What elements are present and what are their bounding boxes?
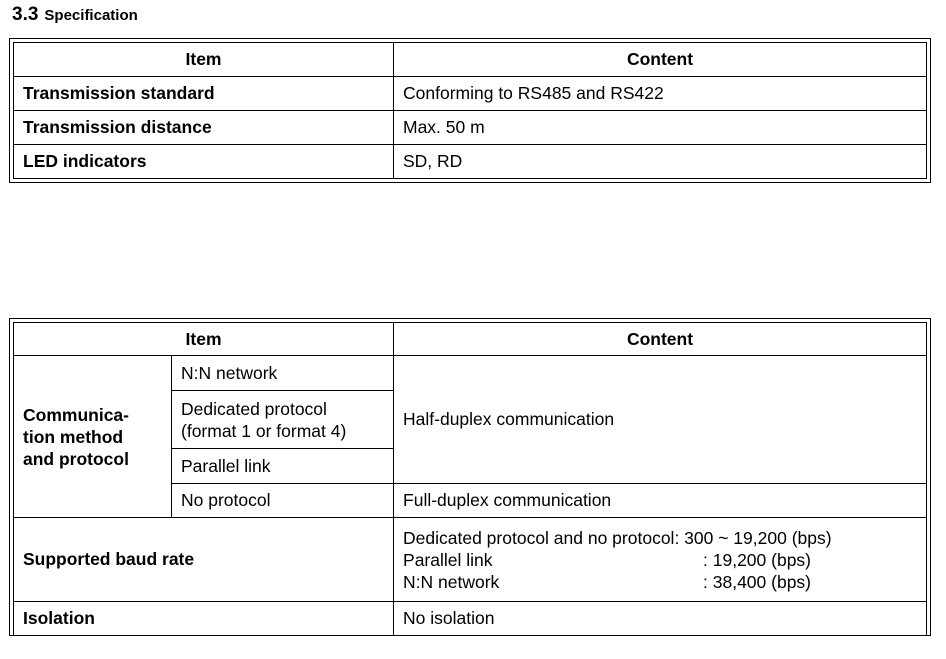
isolation-label: Isolation xyxy=(14,602,394,636)
dedicated-line: (format 1 or format 4) xyxy=(181,420,347,441)
table-row xyxy=(14,356,927,391)
baud-value: : 19,200 (bps) xyxy=(703,549,811,570)
header-content: Content xyxy=(394,323,927,356)
baud-value: : 38,400 (bps) xyxy=(703,571,811,592)
row-content: SD, RD xyxy=(394,145,927,179)
spec-table-1 xyxy=(9,38,931,183)
row-item: Transmission standard xyxy=(14,77,394,111)
comm-label-line: tion method xyxy=(23,426,124,447)
nn-network-cell: N:N network xyxy=(172,356,394,391)
spec-table-2 xyxy=(9,318,931,636)
table-row xyxy=(14,111,927,145)
row-item: Transmission distance xyxy=(14,111,394,145)
baud-key: Parallel link xyxy=(403,549,493,570)
comm-method-label xyxy=(14,356,172,518)
table-row xyxy=(14,518,927,602)
comm-label-line: Communica- xyxy=(23,404,129,425)
full-duplex-cell: Full-duplex communication xyxy=(394,484,927,518)
table-row xyxy=(14,77,927,111)
isolation-value: No isolation xyxy=(394,602,927,636)
no-protocol-cell: No protocol xyxy=(172,484,394,518)
comm-label-line: and protocol xyxy=(23,448,129,469)
row-content: Max. 50 m xyxy=(394,111,927,145)
baud-rate-content xyxy=(394,518,927,602)
header-content: Content xyxy=(394,43,927,77)
section-number: 3.3 xyxy=(12,4,39,25)
row-content: Conforming to RS485 and RS422 xyxy=(394,77,927,111)
half-duplex-cell: Half-duplex communication xyxy=(394,356,927,484)
baud-key: N:N network xyxy=(403,571,500,592)
baud-line: Dedicated protocol and no protocol: 300 ~ 19,200 (bps) xyxy=(403,527,832,548)
section-heading xyxy=(12,4,138,26)
baud-rate-label: Supported baud rate xyxy=(14,518,394,602)
dedicated-protocol-cell xyxy=(172,391,394,449)
parallel-link-cell: Parallel link xyxy=(172,449,394,484)
row-item: LED indicators xyxy=(14,145,394,179)
header-item: Item xyxy=(14,323,394,356)
table-row xyxy=(14,145,927,179)
header-item: Item xyxy=(14,43,394,77)
dedicated-line: Dedicated protocol xyxy=(181,398,327,419)
section-title: Specification xyxy=(44,7,138,24)
table-row xyxy=(14,602,927,636)
